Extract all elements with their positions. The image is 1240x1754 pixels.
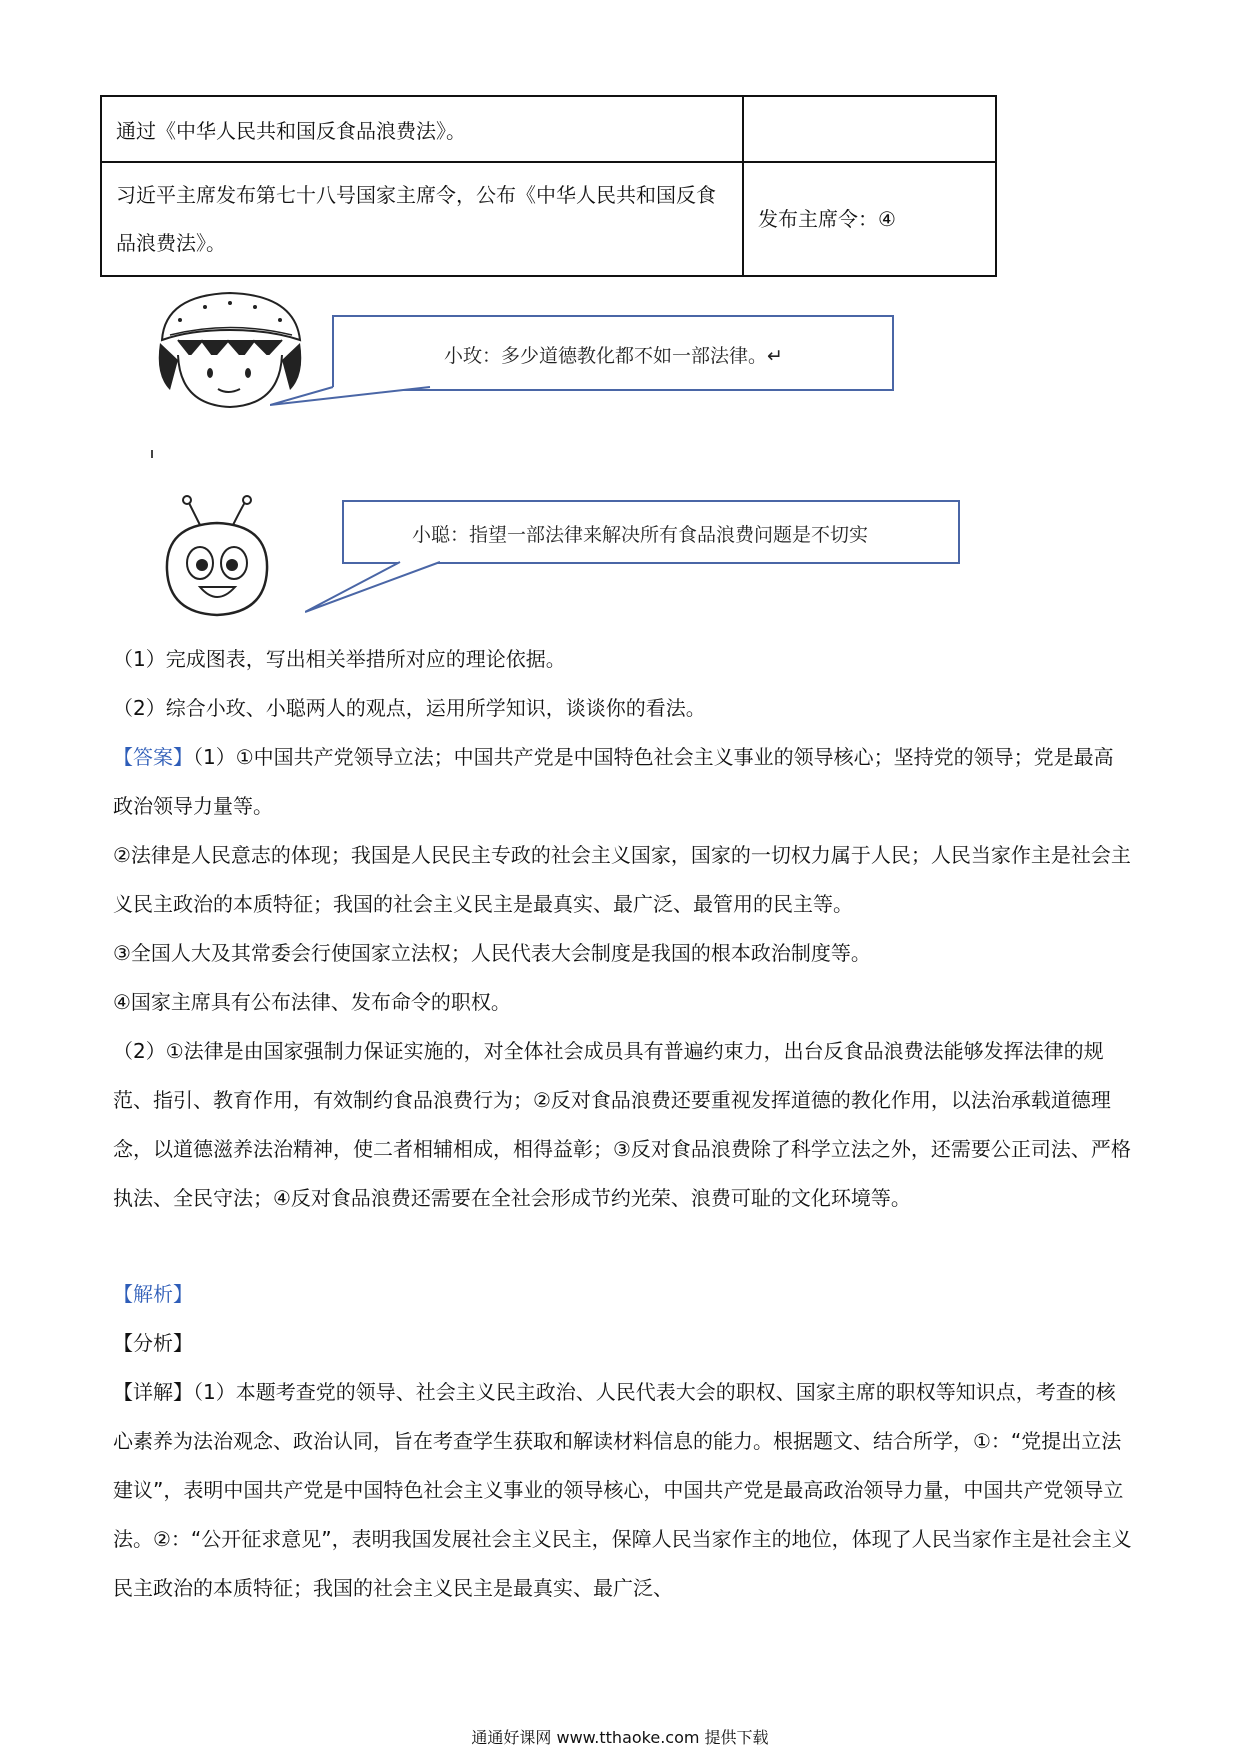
table-cell-measure: 通过《中华人民共和国反食品浪费法》。 bbox=[101, 96, 743, 162]
stray-mark bbox=[151, 450, 153, 458]
speech-tail-icon bbox=[305, 560, 475, 615]
answer-section bbox=[113, 733, 1133, 1223]
table-cell-measure: 习近平主席发布第七十八号国家主席令，公布《中华人民共和国反食品浪费法》。 bbox=[101, 162, 743, 276]
answer-1-3: ③全国人大及其常委会行使国家立法权；人民代表大会制度是我国的根本政治制度等。 bbox=[113, 941, 871, 965]
analysis-subtag: 【分析】 bbox=[113, 1331, 193, 1355]
page-footer: 通通好课网 www.tthaoke.com 提供下载 bbox=[471, 1728, 769, 1747]
speech-tail-icon bbox=[270, 385, 440, 415]
speech-bubble-xiaocong bbox=[342, 500, 960, 564]
analysis-section bbox=[113, 1270, 1133, 1613]
question-1: （1）完成图表，写出相关举措所对应的理论依据。 bbox=[113, 647, 566, 671]
question-2: （2）综合小玫、小聪两人的观点，运用所学知识，谈谈你的看法。 bbox=[113, 696, 706, 720]
xiaocong-quote: 小聪：指望一部法律来解决所有食品浪费问题是不切实 bbox=[412, 524, 869, 546]
table-cell-basis bbox=[743, 96, 996, 162]
xiaomei-quote: 小玫：多少道德教化都不如一部法律。↵ bbox=[444, 345, 783, 367]
answer-tag: 【答案】 bbox=[113, 745, 193, 769]
bug-cartoon-icon bbox=[155, 495, 280, 620]
answer-1-4: ④国家主席具有公布法律、发布命令的职权。 bbox=[113, 990, 511, 1014]
table-row bbox=[101, 96, 996, 162]
analysis-detail: 【详解】（1）本题考查党的领导、社会主义民主政治、人民代表大会的职权、国家主席的职权等知识点，考查的核心素养为法治观念、政治认同，旨在考查学生获取和解读材料信息的能力。根据题文、结合所学，①：“党提出立法建议”，表明中国共产党是中国特色社会主义事业的领导核心，中国共产党是最高政治领导力量，中国共产党领导立法。②：“公开征求意见”，表明我国发展社会主义民主，保障人民当家作主的地位，体现了人民当家作主是社会主义民主政治的本质特征；我国的社会主义民主是最真实、最广泛、 bbox=[113, 1380, 1132, 1600]
material-table bbox=[100, 95, 997, 277]
answer-2: （2）①法律是由国家强制力保证实施的，对全体社会成员具有普遍约束力，出台反食品浪费法能够发挥法律的规范、指引、教育作用，有效制约食品浪费行为；②反对食品浪费还要重视发挥道德的教化作用，以法治承载道德理念，以道德滋养法治精神，使二者相辅相成，相得益彰；③反对食品浪费除了科学立法之外，还需要公正司法、严格执法、全民守法；④反对食品浪费还需要在全社会形成节约光荣、浪费可耻的文化环境等。 bbox=[113, 1039, 1131, 1210]
analysis-tag: 【解析】 bbox=[113, 1282, 193, 1306]
detail-tag: 【详解】 bbox=[113, 1380, 193, 1404]
table-row bbox=[101, 162, 996, 276]
table-cell-basis: 发布主席令：④ bbox=[743, 162, 996, 276]
speech-bubble-xiaomei bbox=[332, 315, 894, 391]
questions bbox=[113, 635, 1133, 733]
answer-1-1: 【答案】（1）①中国共产党领导立法；中国共产党是中国特色社会主义事业的领导核心；坚持党的领导；党是最高政治领导力量等。 bbox=[113, 745, 1114, 818]
answer-1-2: ②法律是人民意志的体现；我国是人民民主专政的社会主义国家，国家的一切权力属于人民；人民当家作主是社会主义民主政治的本质特征；我国的社会主义民主是最真实、最广泛、最管用的民主等。 bbox=[113, 843, 1131, 916]
